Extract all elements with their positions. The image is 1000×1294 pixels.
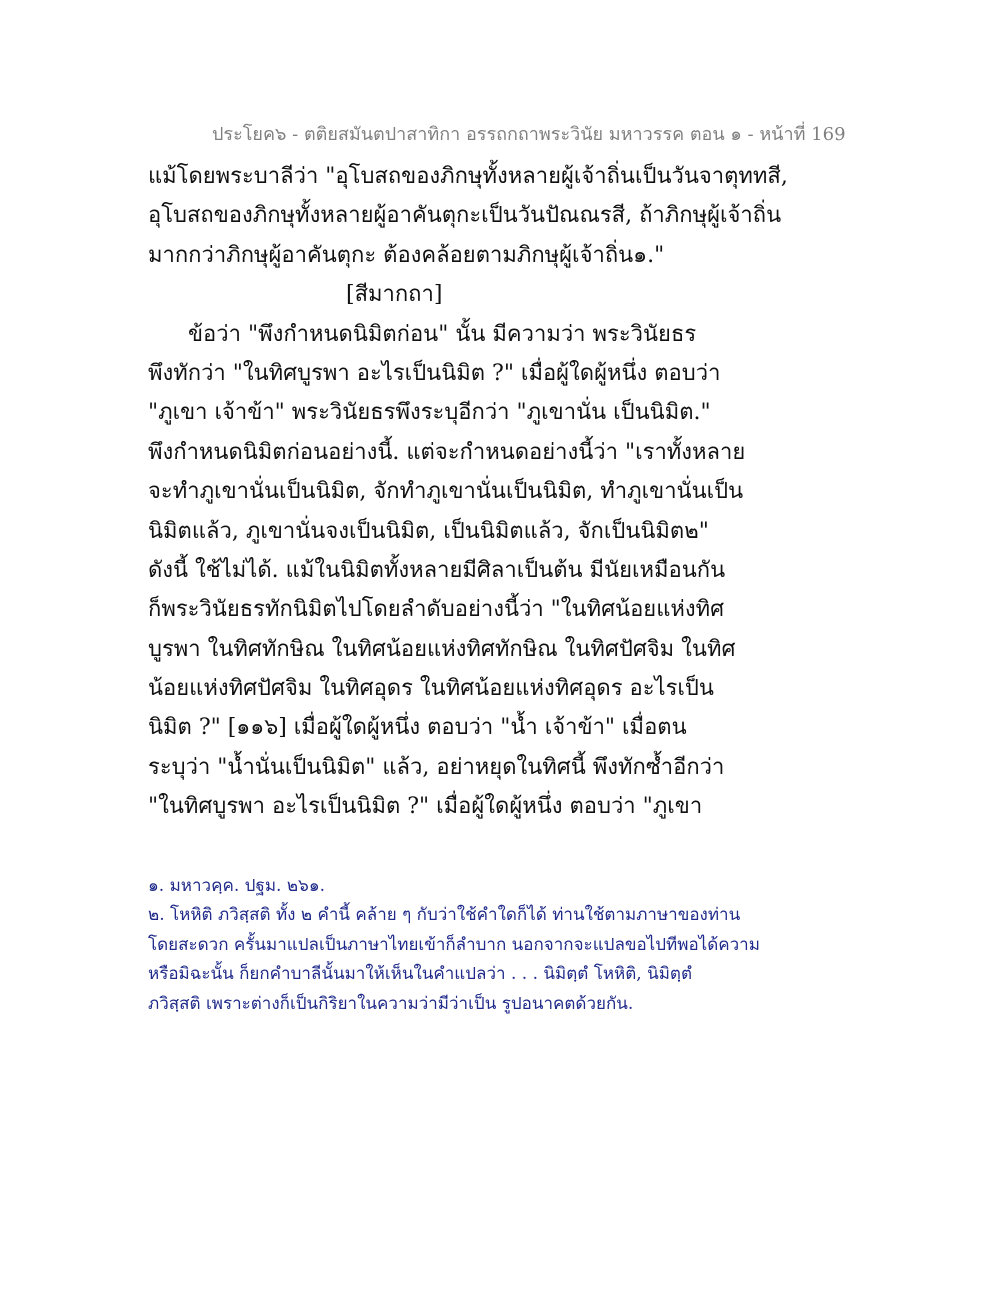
running-header: ประโยค๖ - ตติยสมันตปาสาทิกา อรรถกถาพระวินัย มหาวรรค ตอน ๑ - หน้าที่ 169 — [212, 124, 846, 145]
text-line: แม้โดยพระบาลีว่า "อุโบสถของภิกษุทั้งหลายผู้เจ้าถิ่นเป็นวันจาตุททสี, — [148, 164, 788, 189]
text-line: จะทำภูเขานั่นเป็นนิมิต, จักทำภูเขานั่นเป็นนิมิต, ทำภูเขานั่นเป็น — [148, 479, 744, 505]
text-line: ระบุว่า "น้ำนั่นเป็นนิมิต" แล้ว, อย่าหยุดในทิศนี้ พึงทักซ้ำอีกว่า — [148, 754, 725, 780]
footnote-2-continued: หรือมิฉะนั้น ก็ยกคำบาลีนั้นมาให้เห็นในคำแปลว่า . . . นิมิตฺตํ โหหิติ, นิมิตฺตํ — [148, 964, 692, 985]
footnote-2-continued: โดยสะดวก ครั้นมาแปลเป็นภาษาไทยเข้าก็ลำบาก นอกจากจะแปลขอไปทีพอได้ความ — [148, 934, 760, 955]
footnote-2-continued: ภวิสฺสติ เพราะต่างก็เป็นกิริยาในความว่ามีว่าเป็น รูปอนาคตด้วยกัน. — [148, 993, 634, 1014]
footnotes — [148, 872, 868, 1019]
text-line: นิมิตแล้ว, ภูเขานั่นจงเป็นนิมิต, เป็นนิมิตแล้ว, จักเป็นนิมิต๒" — [148, 518, 709, 544]
text-line: ก็พระวินัยธรทักนิมิตไปโดยลำดับอย่างนี้ว่า "ในทิศน้อยแห่งทิศ — [148, 597, 725, 623]
section-heading: [สีมากถา] — [346, 282, 443, 308]
text-line: ดังนี้ ใช้ไม่ได้. แม้ในนิมิตทั้งหลายมีศิลาเป็นต้น มีนัยเหมือนกัน — [148, 557, 726, 583]
text-line: พึงทักว่า "ในทิศบูรพา อะไรเป็นนิมิต ?" เมื่อผู้ใดผู้หนึ่ง ตอบว่า — [148, 360, 721, 386]
text-line: ข้อว่า "พึงกำหนดนิมิตก่อน" นั้น มีความว่า พระวินัยธร — [188, 321, 697, 347]
text-line: พึงกำหนดนิมิตก่อนอย่างนี้. แต่จะกำหนดอย่างนี้ว่า "เราทั้งหลาย — [148, 439, 746, 465]
footnote-1: ๑. มหาวคฺค. ปฐม. ๒๖๑. — [148, 876, 326, 896]
text-line: บูรพา ในทิศทักษิณ ในทิศน้อยแห่งทิศทักษิณ ในทิศปัศจิม ในทิศ — [148, 636, 736, 662]
text-line: นิมิต ?" [๑๑๖] เมื่อผู้ใดผู้หนึ่ง ตอบว่า "น้ำ เจ้าข้า" เมื่อตน — [148, 715, 687, 741]
text-line: มากกว่าภิกษุผู้อาคันตุกะ ต้องคล้อยตามภิกษุผู้เจ้าถิ่น๑." — [148, 242, 665, 268]
text-line: "ภูเขา เจ้าข้า" พระวินัยธรพึงระบุอีกว่า "ภูเขานั่น เป็นนิมิต." — [148, 400, 711, 426]
text-line: "ในทิศบูรพา อะไรเป็นนิมิต ?" เมื่อผู้ใดผู้หนึ่ง ตอบว่า "ภูเขา — [148, 794, 703, 820]
main-text — [148, 157, 868, 827]
text-line: น้อยแห่งทิศปัศจิม ในทิศอุดร ในทิศน้อยแห่งทิศอุดร อะไรเป็น — [148, 676, 714, 702]
footnote-2: ๒. โหหิติ ภวิสฺสติ ทั้ง ๒ คำนี้ คล้าย ๆ กับว่าใช้คำใดก็ได้ ท่านใช้ตามภาษาของท่าน — [148, 905, 741, 926]
text-line: อุโบสถของภิกษุทั้งหลายผู้อาคันตุกะเป็นวันปัณณรสี, ถ้าภิกษุผู้เจ้าถิ่น — [148, 203, 782, 229]
